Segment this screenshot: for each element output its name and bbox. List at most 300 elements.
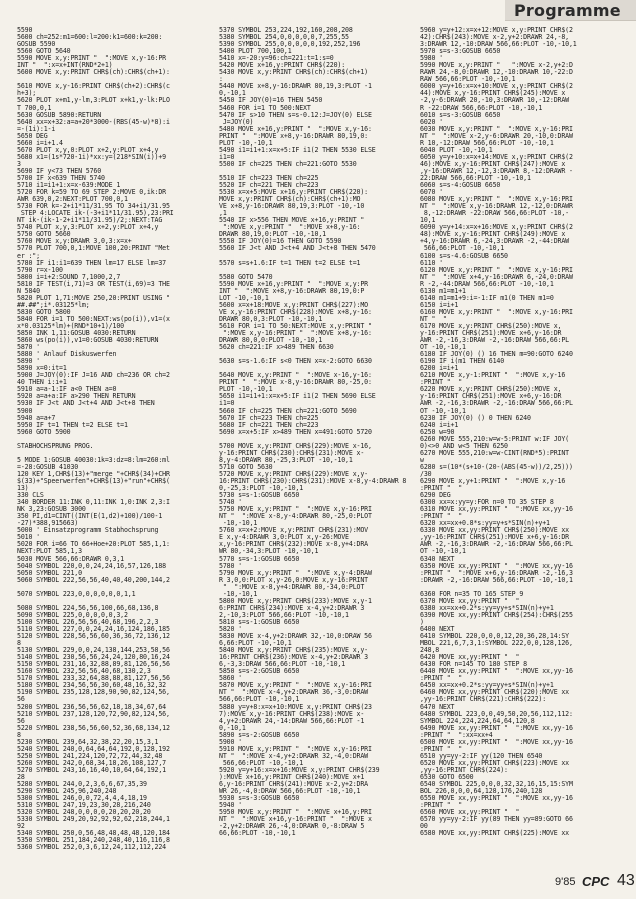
code-line: OT -10,-10,1 (420, 406, 466, 415)
code-line: LOT -10,-10,1 (219, 293, 269, 302)
code-line: 5940 ' (219, 801, 242, 810)
code-line: 5770 s=s-1:GOSUB 6650 (219, 554, 300, 563)
code-line: 6200 i=i+1 (420, 364, 459, 373)
code-line: ) (420, 617, 424, 626)
code-line: NEXT:PLOT 585,1,3 (17, 547, 82, 556)
code-line: 5560 IF J<t AND J<t+4 AND J<t+8 THEN 5470 (219, 244, 376, 253)
code-line: 5090 SYMBOL 225,0,0,0,0,0,3,2 (17, 610, 128, 619)
code-line: NK 3,23:GOSUB 3000 (17, 505, 86, 514)
code-line: 6300 xx=x:yy=y:FOR n=0 TO 35 STEP 8 (420, 498, 554, 507)
code-line: PLOT -10,-10,1 (219, 138, 273, 147)
code-line: 6350 MOVE xx,yy:PRINT " ":MOVE xx,yy-16 (420, 561, 573, 570)
code-line: 5800 MOVE x,y:PRINT CHR$(233):MOVE x,y-1 (219, 596, 372, 605)
code-line: 5870 ' (17, 343, 40, 352)
code-line: :PRINT " " (420, 378, 463, 387)
code-line: GOSUB 5590 (17, 40, 56, 49)
code-line: ,1 (219, 209, 227, 218)
code-line: 5490 i1=i1+1:x=x+5:IF i1(2 THEN 5530 ELSE (219, 145, 376, 154)
code-line: er :"; (17, 251, 40, 260)
code-line: 5860 ' (219, 674, 242, 683)
code-line: E x,y-4:DRAWR 3,0:PLOT x,y-26:MOVE (219, 533, 349, 542)
code-line: 5740 PLOT x,y,3:PLOT x+2,y:PLOT x+4,y (17, 223, 159, 232)
code-line: DRAWR 80,19,0:PLOT -10,-10,1 (219, 230, 326, 239)
code-line: 92 (17, 822, 25, 831)
code-line: NT " ":MOVE x-4,y+2:DRAWR 36,-3,0:DRAW (219, 688, 368, 697)
code-line: 6230 IF JOY(0) () 0 THEN 6240 (420, 413, 531, 422)
code-line: 6120 MOVE x,y:PRINT " ":MOVE x,y-16:PRI (420, 265, 573, 274)
code-line: 5720 FOR k=59 TO 69 STEP 2:MOVE 0,ik:DR (17, 188, 166, 197)
code-line: 56 (17, 716, 25, 725)
code-line: 5910 a=a-1:IF a<0 THEN a=0 (17, 385, 117, 394)
code-line: 5200 SYMBOL 236,56,56,62,18,18,34,67,64 (17, 702, 166, 711)
code-line: 5690 x=x+5:IF x>489 THEN x=491:GOTO 5720 (219, 427, 372, 436)
code-line: 5350 SYMBOL 251,184,240,248,40,116,116,8 (17, 836, 170, 845)
code-line: 5220 SYMBOL 238,56,56,60,52,36,68,134,12 (17, 723, 170, 732)
code-line: 5310 SYMBOL 247,19,23,30,28,216,240 (17, 801, 151, 810)
code-line: 5120 SYMBOL 228,56,56,60,36,36,72,136,12 (17, 632, 170, 641)
code-line: 120 KEY 1,CHR$(13)+"merge "+CHR$(34)+CHR (17, 469, 170, 478)
code-line: 5720 MOVE x,y:PRINT CHR$(229):MOVE x,y- (219, 469, 368, 478)
code-line: 5600 MOVE x,y:PRINT CHR$(ch):CHR$(ch+1): (17, 68, 170, 77)
code-line: 5370 SYMBOL 253,224,192,160,208,208 (219, 27, 353, 34)
code-line: 66,66:PLOT -10,-10,1 (219, 829, 296, 838)
code-line: 6150 i=i+1 (420, 300, 459, 309)
code-line: ,yy-16:PRINT CHR$(251):MOVE x+6,y-16:DR (420, 533, 569, 542)
code-line: 5990 MOVE x,y:PRINT " ":MOVE x-2,y+2:D (420, 61, 573, 70)
code-line: 6580 MOVE xx,yy:PRINT CHR$(225):MOVE xx (420, 829, 569, 838)
code-line: 5790 r=x-100 (17, 265, 63, 274)
code-line: DRAWR 80,0,0:PLOT -10,-10,1 (219, 336, 323, 345)
code-line: 6090 y=y+14:x=x+16:MOVE x,y:PRINT CHR$(2 (420, 223, 573, 232)
code-line: 5680 IF ch=221 THEN ch=223 (219, 420, 319, 429)
code-line: -10,-10,1 (219, 589, 258, 598)
code-line: 5890 x=0:it=1 (17, 364, 67, 373)
code-line: 6500 MOVE xx,yy:PRINT " ":MOVE xx,yy-16 (420, 737, 573, 746)
code-line: 6440 MOVE xx,yy:PRINT " ":MOVE xx,yy-16 (420, 667, 573, 676)
code-line: 5170 SYMBOL 233,32,64,88,88,81,127,56,56 (17, 674, 170, 683)
code-line: 6190 IF i(m1 THEN 6140 (420, 357, 505, 366)
code-line: : (219, 75, 223, 84)
code-line: 5660 IF ch=225 THEN ch=221:GOTO 5690 (219, 406, 357, 415)
code-line: 44):MOVE x,y-16:PRINT CHR$(245):MOVE x (420, 89, 566, 98)
code-line: NT " ":MOVE x+4,y-16:DRAWR 6,-24,0:DRAW (420, 272, 573, 281)
code-line: 5920 a=a+a:IF a>290 THEN RETURN (17, 392, 136, 401)
code-line: =-(1i):1-i (17, 124, 56, 133)
code-line: 8,y-4:DRAWR 80,-25,3:PLOT -10,-10,1 (219, 455, 353, 464)
code-line: 566,66:PLOT -10,-10,1 (420, 244, 505, 253)
code-line: :DRAWR -2,-16:DRAW 566,66:PLOT -10,-10,1 (420, 575, 573, 584)
code-line: 28 (17, 772, 25, 781)
code-line: 5830 GOTO 5800 (17, 307, 71, 316)
code-line: 5820 ' (219, 624, 242, 633)
code-line: 5020 FOR i=66 TO 66+Hoe+20:PLOT 585,1,1: (17, 540, 170, 549)
code-line: ##.##";i*.03125*lm; (17, 300, 90, 309)
code-line: 5870 MOVE x,y:PRINT " ":MOVE x,y-16:PRI (219, 681, 372, 690)
code-line: 6140 m1=m1+9:i=-1:IF m1(0 THEN m1=0 (420, 293, 554, 302)
code-line: PRINT " ":MOVE x-8,y-16:DRAWR 80,-25,0: (219, 378, 372, 387)
code-line: 6000 y=y+16:x=x+10:MOVE x,y:PRINT CHR$(2 (420, 82, 573, 91)
code-line: 5130 SYMBOL 229,0,0,24,138,144,253,58,56 (17, 646, 170, 655)
code-line: ":MOVE x,y:PRINT " ":MOVE x+8,y-16: (219, 223, 361, 232)
code-line: 5550 IF JOY(0)=16 THEN GOTO 5590 (219, 237, 342, 246)
code-line: 5070 SYMBOL 223,0,0,0,0,0,0,1,1 (17, 589, 136, 598)
code-line: 6290 MOVE x,y+1:PRINT " ":MOVE x,y-16 (420, 477, 566, 485)
code-line: 5560 GOTO 5640 (17, 47, 71, 56)
code-line: 5510 IF ch=223 THEN ch=225 (219, 173, 319, 182)
code-line: MOVE x,y:PRINT CHR$(ch):CHR$(ch+1):MO (219, 195, 361, 204)
code-line: 6330 MOVE xx,yy:PRINT CHR$(250):MOVE xx (420, 526, 569, 535)
code-line: 6370 MOVE xx,yy:PRINT " " (420, 596, 520, 605)
code-line: ):MOVE x+16,y:PRINT CHR$(240):MOVE x+1 (219, 772, 365, 781)
code-line: 5590 (17, 27, 33, 34)
code-line: OT -10,-10,1 (420, 547, 466, 556)
code-line: 5740 ' (219, 498, 242, 507)
code-line: 5810 s=s-1:GOSUB 6650 (219, 617, 300, 626)
code-line: 5950 IF t=1 THEN t=2 ELSE t=1 (17, 420, 128, 429)
listing-column-1 (17, 27, 207, 862)
code-line: 6170 MOVE x,y:PRINT CHR$(250):MOVE x, (420, 321, 562, 330)
code-line: 6240 i=i+1 (420, 420, 459, 429)
code-line: 16:PRINT CHR$(236):MOVE x-4,y+2:DRAWR 3 (219, 653, 368, 662)
code-line: 6450 xx=xx+0.2*s:yy=yy+s*SIN(n)+y+1 (420, 681, 554, 690)
code-line: 5650 i1=i1+1:x=x+5:IF i1(2 THEN 5690 ELSE (219, 392, 376, 401)
code-line: 5880 ' Anlauf Diskuswerfen (17, 350, 117, 359)
code-line: 5770 PLOT 700,0,1:MOVE 100,20:PRINT "Met (17, 244, 170, 253)
code-line: 350 PI,d1=CINT((INT(E(1,d2)+100)/100-1 (17, 512, 163, 521)
code-line: :PRINT " " (420, 674, 463, 683)
code-line: 6110 ' (420, 258, 443, 267)
code-line: 5360 SYMBOL 252,0,3,6,12,24,112,112,224 (17, 843, 166, 852)
code-line: 5780 ' (219, 561, 242, 570)
code-line: y-16:PRINT CHR$(251):MOVE x+6,y-16:DR (420, 392, 562, 401)
code-line: 5800 i=i+2:SOUND 7,1000,2,7 (17, 272, 121, 281)
code-line: 5900 (17, 406, 33, 415)
code-line: 5950 MOVE x,y:PRINT " ":MOVE x+16,y:PRI (219, 808, 372, 817)
code-line: 5430 MOVE x,y:PRINT CHR$(ch):CHR$(ch+1) (219, 68, 368, 77)
code-line: 5160 SYMBOL 232,56,56,40,68,130,2,3 (17, 667, 151, 676)
code-line: 5230 SYMBOL 239,64,32,38,22,20,15,3,1 (17, 737, 159, 746)
code-line: 0,-10,1 (219, 89, 246, 98)
code-line: 6570 yy=yy-2:IF yy(89 THEN yy=89:GOTO 66 (420, 815, 573, 824)
code-line: 6490 MOVE xx,yy:PRINT " ":MOVE xx,yy-16 (420, 723, 573, 732)
code-line: 6270 MOVE 555,210:w=w-CINT(RND*5):PRINT (420, 448, 569, 457)
code-line: 22:DRAW 566,66:PLOT -10,-10,1 (420, 173, 531, 182)
code-line: 5700 IF x<639 THEN 5740 (17, 173, 105, 182)
code-line: 6180 IF JOY(0) () 16 THEN m=90:GOTO 6240 (420, 350, 573, 359)
code-line: 5270 SYMBOL 243,16,16,40,10,64,64,192,1 (17, 765, 166, 774)
code-line: 5100 SYMBOL 226,56,56,40,68,196,2,2,3 (17, 617, 159, 626)
code-line: -10,-10,1 (219, 519, 258, 528)
code-line: 5890 ' (17, 357, 40, 366)
code-line: 5830 MOVE x-4,y+2:DRAWR 32,-10,0:DRAW 56 (219, 632, 372, 641)
code-line: 5540 IF x>556 THEN MOVE x+16,y:PRINT " (219, 216, 365, 225)
code-line: 5840 MOVE x,y:PRINT CHR$(235):MOVE x,y- (219, 646, 368, 655)
code-line: 00 (420, 822, 428, 831)
code-line: 6040 PLOT -10,-10,1 (420, 145, 493, 154)
code-line: 6060 s=s-4:GOSUB 6650 (420, 181, 501, 190)
code-line: 5450 IF JOY(0)=16 THEN 5450 (219, 96, 323, 105)
magazine-brand: CPC (582, 874, 610, 889)
code-line: /30 (420, 469, 432, 478)
code-line: R 3,0,0:PLOT x,y-26,0:MOVE x,y-16:PRINT (219, 575, 368, 584)
code-line: 5920 y=y+16:x=x+16:MOVE x,y:PRINT CHR$(239 (219, 765, 380, 774)
code-line: NT " " (420, 314, 447, 323)
code-line: 6310 MOVE xx,yy:PRINT " ":MOVE xx,yy-16 (420, 505, 573, 514)
code-line: N 5840 (17, 286, 40, 295)
code-line: 5530 x=x+5:MOVE x+16,y:PRINT CHR$(220): (219, 188, 368, 197)
code-line: 5630 GOSUB 5890:RETURN (17, 110, 102, 119)
code-line: 0,-10,1 (219, 723, 246, 732)
code-line: 5030 MOVE 566,66:DRAWR 0,3,1 (17, 554, 124, 563)
code-line: 5980 ' (420, 54, 443, 63)
code-line: 5700 MOVE x,y:PRINT CHR$(229):MOVE x-16, (219, 441, 372, 450)
code-line: 5780 IF i1:i1=639 THEN lm=17 ELSE lm=37 (17, 258, 166, 267)
code-line: R -22:DRAW 566,66:PLOT -10,-10,1 (420, 103, 543, 112)
code-line: SYMBOL 224,224,224,64,64,120,8 (420, 716, 535, 725)
code-line: 5790 MOVE x,y:PRINT " ":MOVE x,y-4:DRAW (219, 568, 372, 577)
code-line: :PRINT " " (420, 512, 463, 521)
code-line: NT ik-(ik-1-2+i1*11/31.95)/2;:NEXT:TAG (17, 216, 163, 225)
code-line: 5140 SYMBOL 230,56,56,24,24,120,80,16,24 (17, 653, 170, 662)
code-line: WR 26,-4,0:DRAW 566,66:PLOT -10,-10,1 (219, 787, 361, 796)
code-line: NT " ":MOVE x-2,y-6:DRAWR 20,-10,0:DRAW (420, 131, 573, 140)
code-line: 5050 SYMBOL 221,0 (17, 568, 82, 577)
code-line: 566,66:PLOT -10,-10,1 (219, 758, 304, 767)
code-line: y-16:PRINT CHR$(230):CHR$(231):MOVE x- (219, 448, 365, 457)
code-line: 5410 x=-20:y=96:ch=221:t=1:s=0 (219, 54, 334, 63)
code-line: 16:PRINT CHR$(230):CHR$(231):MOVE x-8,y-4:DRAWR 8 (219, 477, 407, 485)
code-line: 5710 GOTO 5630 (219, 462, 273, 471)
code-line: 5760 x=x+2:MOVE x,y:PRINT CHR$(231):MOV (219, 526, 368, 535)
code-line: :PRINT " " (420, 484, 463, 493)
page-number: 43 (617, 872, 635, 889)
code-line: 6560 MOVE xx,yy:PRINT " " (420, 808, 520, 817)
code-line: 5210 SYMBOL 237,128,120,72,90,82,124,56, (17, 709, 170, 718)
code-line: 5750 MOVE x,y:PRINT " ":MOVE x,y-16:PRI (219, 505, 372, 514)
code-line: 5970 s=s-3:GOSUB 6650 (420, 47, 501, 56)
code-line: 6080 MOVE x,y:PRINT " ":MOVE x,y-16:PRI (420, 195, 573, 204)
code-line: 42):CHR$(243):MOVE x-2,y+2:DRAWR 24,-8, (420, 33, 569, 42)
code-line: AWR -2,-16,3:DRAWR -2,-16:DRAW 566,66:PL (420, 540, 573, 549)
code-line: 8 (17, 639, 21, 648)
code-line: STABHOCHSPRUNG PROG. (17, 441, 94, 450)
code-line: 5280 SYMBOL 244,0,2,3,6,6,67,35,39 (17, 780, 147, 789)
code-line: 8 (17, 730, 21, 739)
code-line: PLOT -10,-10,1 (219, 385, 273, 394)
code-line: ,yy-16:PRINT CHR$(224): (420, 765, 508, 774)
code-line: 2,-10,3:PLOT 566,66:PLOT -10,-10,1 (219, 610, 349, 619)
code-line: 6160 MOVE x,y:PRINT " ":MOVE x,y-16:PRI (420, 307, 573, 316)
code-line: 0)<>0 AND w<5 THEN 6250 (420, 441, 508, 450)
listing-column-2 (219, 27, 409, 862)
code-line: BOL 226,0,0,0,64,128,176,240,128 (420, 787, 543, 796)
code-line: 5520 IF ch=221 THEN ch=223 (219, 181, 319, 190)
code-line: 5890 s=s-2:GOSUB 6650 (219, 730, 300, 739)
code-line: 5620 PLOT x+m1,y-lm,3:PLOT x+k1,y-lk:PLO (17, 96, 170, 105)
code-line: WR 80,-34,3:PLOT -10,-10,1 (219, 547, 319, 556)
code-line: 6390 MOVE xx,yy:PRINT CHR$(254):CHR$(255 (420, 610, 573, 619)
code-line: i1=0 (219, 399, 235, 408)
code-line: 10,1 (420, 216, 436, 225)
code-line: 5610 FOR i=1 TO 50:NEXT:MOVE x,y:PRINT " (219, 321, 372, 330)
code-line: 6210 MOVE x,y-1:PRINT " ":MOVE x,y-16 (420, 371, 566, 380)
code-line: STEP 4:LOCATE ik-(-3+i1*11/31.95),23:PRI (17, 209, 174, 218)
code-line: 6480 SYMBOL 223,0,0,49,50,20,56,112,112: (420, 709, 573, 718)
code-line: 5250 SYMBOL 241,224,120,72,72,44,32,48 (17, 751, 163, 760)
code-line: VE x+8,y-16:DRAWR 80,19,3:PLOT -10,-10 (219, 202, 365, 211)
code-line: -2,y-6:DRAWR 20,-10,3:DRAWR 10,-12:DRAW (420, 96, 569, 105)
code-line: 6130 m1=m1+1 (420, 286, 466, 295)
code-line: 5640 xx=x+32:a=a+20*3000-(RBS(45-w)*8):i (17, 117, 170, 126)
code-line: 5670 PLOT x,y,0:PLOT x+2,y:PLOT x+4,y (17, 145, 159, 154)
code-line: 5960 y=y+12:x=x+12:MOVE x,y:PRINT CHR$(2 (420, 27, 573, 34)
code-line: 5710 i1=i1+1:x=x-639:MODE 1 (17, 181, 121, 190)
code-line: 5590 MOVE x+16,y:PRINT " ":MOVE x,y:PR (219, 279, 368, 288)
code-line: NT " ":MOVE x+16,y-16:PRINT " ":MOVE x (219, 815, 372, 824)
code-line: 6470 NEXT (420, 702, 455, 711)
code-line: 6020 ' (420, 117, 443, 126)
code-line: 5730 s=s-1:GOSUB 6650 (219, 491, 300, 500)
code-line: 5580 GOTO 5470 (219, 272, 273, 281)
code-line: -2,y+2:DRAWR 26,-4,0:DRAWR 0,-8:DRAW 5 (219, 822, 365, 831)
code-line: 5150 SYMBOL 231,16,32,88,89,81,126,56,56 (17, 660, 170, 669)
code-line: 0,-25,3:PLOT -10,-10,1 (219, 484, 304, 493)
code-line: MBOL 221,6,7,3,1:SYMBOL 222,0,0,128,126, (420, 639, 573, 648)
code-line: ":MOVE x,y-16:PRINT " ":MOVE x+8,y-16: (219, 329, 372, 338)
code-line: ,y-16:DRAWR 12,-12,3:DRAWR 8,-12:DRAWR - (420, 166, 573, 175)
section-title: Programme (514, 1, 621, 20)
code-line: 6540 SYMBOL 225,0,0,0,32,32,16,15,15:SYM (420, 780, 573, 789)
code-line: 5080 SYMBOL 224,56,56,100,66,68,136,8 (17, 603, 159, 612)
code-line: 5860 ws(po(i)),v1=0:GOSUB 4030:RETURN (17, 336, 159, 345)
code-line: 5680 x1=(1s*720-1i)*xx:y=(218*SIN(i))+9 (17, 152, 166, 161)
code-line: 3 (17, 159, 21, 168)
code-line: 5000 ' Einsatzprogramm Stabhochsprung (17, 526, 159, 535)
code-line: 5930 IF J<t AND J<t+4 AND J<t+8 THEN (17, 399, 155, 408)
code-line: 5380 SYMBOL 254,0,0,0,0,0,7,255,55 (219, 33, 349, 42)
code-line: 6,-3,3:DRAW 566,66:PLOT -10,-10,1 (219, 660, 346, 669)
code-line: 5690 IF y<73 THEN 5760 (17, 166, 102, 175)
code-line: 5190 SYMBOL 235,128,128,90,90,82,124,56, (17, 688, 170, 697)
code-line: 13) (17, 484, 29, 493)
code-line: :PRINT " ":MOVE x+6,y-16:DRAWR -2,-16,3 (420, 568, 573, 577)
code-line: 5600 x=x+18:MOVE x,y:PRINT CHR$(227):MO (219, 300, 368, 309)
code-line: 6340 NEXT (420, 554, 455, 563)
code-line: RAW 566,66:PLOT -10,-10,1 (420, 75, 516, 84)
code-line: 6050 y=y+10:x=x+14:MOVE x,y:PRINT CHR$(2 (420, 152, 573, 161)
code-line: OT -10,-10,1 (420, 343, 466, 352)
code-line: 6100 s=s-4.6:GOSUB 6650 (420, 251, 508, 260)
code-line: i1=0 (219, 152, 235, 161)
code-line: 340 BORDER 11:INK 0,11:INK 1,0:INK 2,3:I (17, 498, 170, 507)
code-line: x,y-16:PRINT CHR$(232):MOVE x-8,y+4:DRA (219, 540, 368, 549)
code-line: 40 THEN i:i+1 (17, 378, 67, 387)
code-line: AWR -2,-16,3:DRAW -2,-16:DRAW 566,66:PL (420, 336, 569, 345)
code-line: 5620 ch=221:IF x>489 THEN 6630 (219, 343, 334, 352)
code-line: NT " ":MOVE x-4,y+2:DRAWR 32,-4,0:DRAW (219, 751, 368, 760)
code-line: 6530 GOTO 6500 (420, 772, 474, 781)
code-line: 6290 DEG (420, 491, 451, 500)
code-line: 5810 IF TEST(i,71)=3 OR TEST(i,69)=3 THE (17, 279, 170, 288)
code-line: 6550 MOVE xx,yy:PRINT " ":MOVE xx,yy-16 (420, 794, 573, 803)
code-line: NT " ":MOVE x,y-16:DRAWR 12,-12,0:DRAWR (420, 202, 573, 211)
code-line: 6280 s=(10*(s+10-(20-(ABS(45-w))/2,25))) (420, 462, 573, 471)
code-line: 5850 s=s-2:GOSUB 6650 (219, 667, 300, 676)
code-line: AWR -2,-16,3:DRAWR -2,-16:DRAW 566,66:PL (420, 399, 573, 408)
code-line: 5010 ' (17, 533, 40, 542)
code-line: h+3); (17, 89, 37, 98)
code-line: " ":MOVE x-8,y+4:DRAWR 80,-34,0:PLOT (219, 582, 365, 591)
code-line: 3:DRAWR 12,-10:DRAW 566,66:PLOT -10,-10,1 (420, 40, 577, 49)
code-line: 5670 IF ch=223 THEN ch=225 (219, 413, 319, 422)
code-line: 6070 ' (420, 188, 443, 197)
code-line: 5260 SYMBOL 242,0,68,34,18,26,108,127,7 (17, 758, 166, 767)
code-line: 5880 y=y+8:x=x+10:MOVE x,y:PRINT CHR$(23 (219, 702, 372, 711)
code-line: 6320 xx=xx+0.8*s:yy=y+s*SIN(n)+y+1 (420, 519, 550, 528)
code-line: 5930 s=s-3:GOSUB 6650 (219, 794, 300, 803)
code-line: y-16:PRINT CHR$(251):MOVE x+6,y-16:DR (420, 329, 562, 338)
code-line: 5180 SYMBOL 234,56,56,30,60,48,16,32,32 (17, 681, 166, 690)
code-line: INT " ":MOVE x+8,y-16:DRAWR 80,19,0:P (219, 286, 365, 295)
code-line: 5290 SYMBOL 245,96,240,248 (17, 787, 117, 796)
code-line: NT " ":MOVE x-8,y-4:DRAWR 80,-25,0:PLOT (219, 512, 372, 521)
code-line: AWR 639,0,2:NEXT:PLOT 700,0,1 (17, 195, 128, 204)
code-line: 5730 FOR k=-2+i1*11/31.95 TO 34+i1/31.95 (17, 202, 170, 211)
code-line: :PRINT " ":xx=xx+4 (420, 730, 493, 739)
code-line: 5940 a=a+7 (17, 413, 56, 422)
code-line: 6030 MOVE x,y:PRINT " ":MOVE x,y-16:PRI (420, 124, 573, 133)
code-line: 5040 SYMBOL 220,0,0,24,24,16,57,126,188 (17, 561, 166, 570)
listing-column-3 (420, 27, 610, 862)
code-line: 46):MOVE x,y-16:PRINT CHR$(247):MOVE x (420, 159, 566, 168)
code-line: 6250 w=90 (420, 427, 455, 436)
code-line: 5910 MOVE x,y:PRINT " ":MOVE x,y-16:PRI (219, 744, 372, 753)
code-line: 5900 J=JOY(0):IF J=16 AND ch=236 OR ch=2 (17, 371, 170, 380)
code-line: 6360 FOR n=35 TO 165 STEP 9 (420, 589, 524, 598)
code-line: 5610 MOVE x,y-16:PRINT CHR$(ch+2):CHR$(c (17, 82, 170, 91)
code-line: 8,-12:DRAWR -22:DRAW 566,66:PLOT -10,- (420, 209, 569, 218)
code-line: 5960 GOTO 5900 (17, 427, 71, 436)
code-line: T 700,0,1 (17, 103, 52, 112)
code-line: -27)*388,915663) (17, 519, 79, 528)
code-line: 56 (17, 695, 25, 704)
code-line: 5840 FOR i=1 TO 500:NEXT:ws(po(i)),v1=(x (17, 314, 170, 323)
code-line: 6380 xx=xx+0.2*s:yy=yy+s*SIN(n)+y+1 (420, 603, 554, 612)
code-line: 6220 MOVE x,y:PRINT CHR$(250):MOVE x, (420, 385, 562, 394)
code-line: 6260 MOVE 555,210:w=w-5:PRINT w:IF JOY( (420, 434, 569, 443)
code-line: R 10,-12:DRAW 566,66:PLOT -10,-10,1 (420, 138, 554, 147)
code-line: VE x,y-16:PRINT CHR$(228):MOVE x+8,y-16: (219, 307, 372, 316)
code-line: INT " ":x=x+INT(RND*2+1) (17, 61, 113, 70)
code-line: $(33)+"Speerwerfen"+CHR$(13)+"run"+CHR$( (17, 477, 170, 485)
code-line: 6420 MOVE xx,yy:PRINT " " (420, 653, 520, 662)
code-line: 5570 s=s+1.6:IF t=1 THEN t=2 ELSE t=1 (219, 258, 361, 267)
code-line: 6,66:PLOT -10,-10,1 (219, 639, 292, 648)
code-line: J=JOY(0) (219, 117, 254, 126)
code-line: 5440 MOVE x+8,y-16:DRAWR 80,19,3:PLOT -1 (219, 82, 372, 91)
code-line: 566,66:PLOT -10,-10,1 (219, 695, 300, 704)
code-line: :PRINT " " (420, 801, 463, 810)
code-line: 5060 SYMBOL 222,56,56,40,40,40,200,144,2 (17, 575, 170, 584)
code-line: 5390 SYMBOL 255,0,0,0,0,0,192,252,196 (219, 40, 361, 49)
code-line: 4,y+2:DRAWR 24,-14:DRAW 566,66:PLOT -1 (219, 716, 365, 725)
code-line: 330 CLS (17, 491, 44, 500)
code-line: 5760 MOVE x,y:DRAWR 3,0,3:x=x+ (17, 237, 132, 246)
code-line: 5460 FOR i=1 TO 500:NEXT (219, 103, 311, 112)
code-line: 5600 ch=252:m1=600:l=200:k1=600:k=200: (17, 33, 163, 42)
code-line: 5330 SYMBOL 249,20,92,92,92,62,218,244,1 (17, 815, 170, 824)
code-line: 6410 SYMBOL 220,0,0,0,12,20,36,28,14:SY (420, 632, 569, 641)
